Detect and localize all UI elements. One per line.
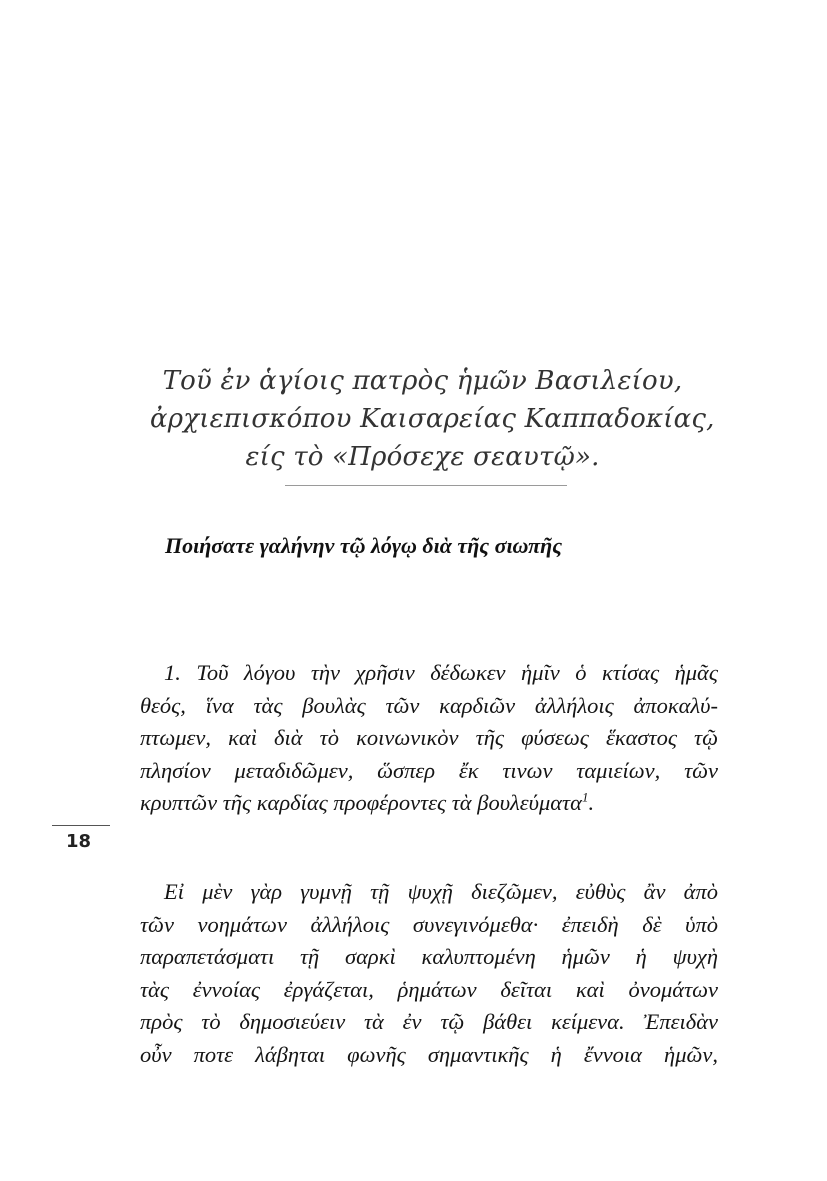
footnote-reference[interactable]: 1 — [581, 789, 589, 805]
page-number-rule — [52, 825, 110, 826]
paragraph-line: θεός, ἵνα τὰς βουλὰς τῶν καρδιῶν ἀλλήλοις ἀποκαλύ- — [140, 692, 718, 718]
paragraph-line: πρὸς τὸ δημοσιεύειν τὰ ἐν τῷ βάθει κείμενα. Ἐπειδὰν — [140, 1009, 718, 1034]
heading-divider — [285, 485, 567, 486]
paragraph-line: παραπετάσματι τῇ σαρκὶ καλυπτομένη ἡμῶν ἡ ψυχὴ — [140, 944, 718, 969]
paragraph-last-line — [140, 787, 718, 820]
chapter-heading — [150, 362, 715, 476]
paragraph-2 — [140, 876, 718, 1071]
paragraph-line-text: κρυπτῶν τῆς καρδίας προφέροντες τὰ βουλεύματα — [140, 790, 582, 815]
paragraph-end-punctuation: . — [588, 790, 595, 815]
chapter-heading-line-2: ἀρχιεπισκόπου Καισαρείας Καππαδοκίας, — [150, 404, 715, 434]
paragraph-line: Εἰ μὲν γὰρ γυμνῇ τῇ ψυχῇ διεζῶμεν, εὐθὺς ἂν ἀπὸ — [164, 879, 718, 904]
chapter-heading-line-1: Τοῦ ἐν ἁγίοις πατρὸς ἡμῶν Βασιλείου, — [162, 366, 683, 396]
paragraph-1 — [140, 657, 718, 820]
paragraph-line: πλησίον μεταδιδῶμεν, ὥσπερ ἔκ τινων ταμιείων, τῶν — [140, 757, 718, 783]
page-number: 18 — [66, 831, 92, 852]
paragraph-line: πτωμεν, καὶ διὰ τὸ κοινωνικὸν τῆς φύσεως ἕκαστος τῷ — [140, 725, 718, 750]
paragraph-line: 1. Τοῦ λόγου τὴν χρῆσιν δέδωκεν ἡμῖν ὁ κτίσας ἡμᾶς — [164, 660, 718, 685]
paragraph-line: τὰς ἐννοίας ἐργάζεται, ῥημάτων δεῖται καὶ ὀνομάτων — [140, 976, 718, 1002]
paragraph-line: οὖν ποτε λάβηται φωνῆς σημαντικῆς ἡ ἔννοια ἡμῶν, — [140, 1041, 718, 1067]
section-subtitle: Ποιήσατε γαλήνην τῷ λόγῳ διὰ τῆς σιωπῆς — [165, 533, 563, 558]
chapter-heading-line-3: είς τὸ «Πρόσεχε σεαυτῷ». — [245, 442, 600, 472]
paragraph-line: τῶν νοημάτων ἀλλήλοις συνεγινόμεθα· ἐπειδὴ δὲ ὑπὸ — [140, 911, 718, 937]
